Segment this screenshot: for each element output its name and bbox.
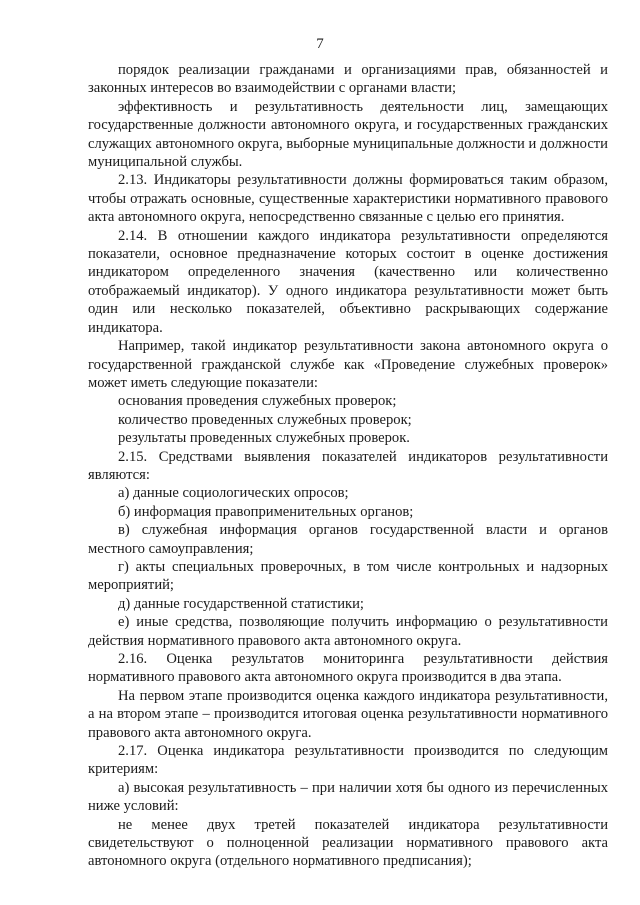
paragraph: не менее двух третей показателей индикатора результативности свидетельствуют о полноценной реализации нормативного правового акта автономного округа (отдельного нормативного предписания); (88, 816, 608, 870)
list-item: результаты проведенных служебных проверок. (118, 430, 410, 447)
paragraph: 2.13. Индикаторы результативности должны формироваться таким образом, чтобы отражать основные, существенные характеристики нормативного правового акта автономного округа, непосредственно связанные с целью его принятия. (88, 172, 608, 226)
paragraph: На первом этапе производится оценка каждого индикатора результативности, а на втором этапе – производится итоговая оценка результативности нормативного правового акта автономного округа. (88, 687, 608, 741)
paragraph: эффективность и результативность деятельности лиц, замещающих государственные должности автономного округа, и государственных гражданских служащих автономного округа, выборные муниципальные должности и должности муниципальной службы. (88, 98, 608, 171)
page-number: 7 (316, 36, 324, 52)
list-item: количество проведенных служебных проверок; (118, 411, 412, 428)
paragraph: 2.16. Оценка результатов мониторинга результативности действия нормативного правового акта автономного округа производится в два этапа. (88, 651, 608, 686)
paragraph: 2.14. В отношении каждого индикатора результативности определяются показатели, основное предназначение которых состоит в оценке достижения индикатором определенного значения (качественно или количественно отображаемый индикатор). У одного индикатора результативности может быть один или несколько показателей, объективно раскрывающих содержание индикатора. (88, 227, 608, 336)
paragraph: Например, такой индикатор результативности закона автономного округа о государственной гражданской службе как «Проведение служебных проверок» может иметь следующие показатели: (88, 338, 608, 391)
list-item: е) иные средства, позволяющие получить информацию о результативности действия нормативного правового акта автономного округа. (88, 614, 608, 649)
list-item: а) высокая результативность – при наличии хотя бы одного из перечисленных ниже условий: (88, 779, 608, 815)
document-body (88, 61, 608, 871)
list-item: а) данные социологических опросов; (118, 485, 349, 502)
list-item: г) акты специальных проверочных, в том числе контрольных и надзорных мероприятий; (88, 558, 608, 594)
list-item: в) служебная информация органов государственной власти и органов местного самоуправления; (88, 522, 608, 557)
paragraph: 2.17. Оценка индикатора результативности производится по следующим критериям: (88, 743, 608, 778)
paragraph: порядок реализации гражданами и организациями прав, обязанностей и законных интересов во взаимодействии с органами власти; (88, 62, 608, 97)
paragraph: 2.15. Средствами выявления показателей индикаторов результативности являются: (88, 448, 608, 483)
list-item: основания проведения служебных проверок; (118, 393, 397, 410)
list-item: д) данные государственной статистики; (118, 595, 364, 612)
list-item: б) информация правоприменительных органов; (118, 503, 414, 520)
